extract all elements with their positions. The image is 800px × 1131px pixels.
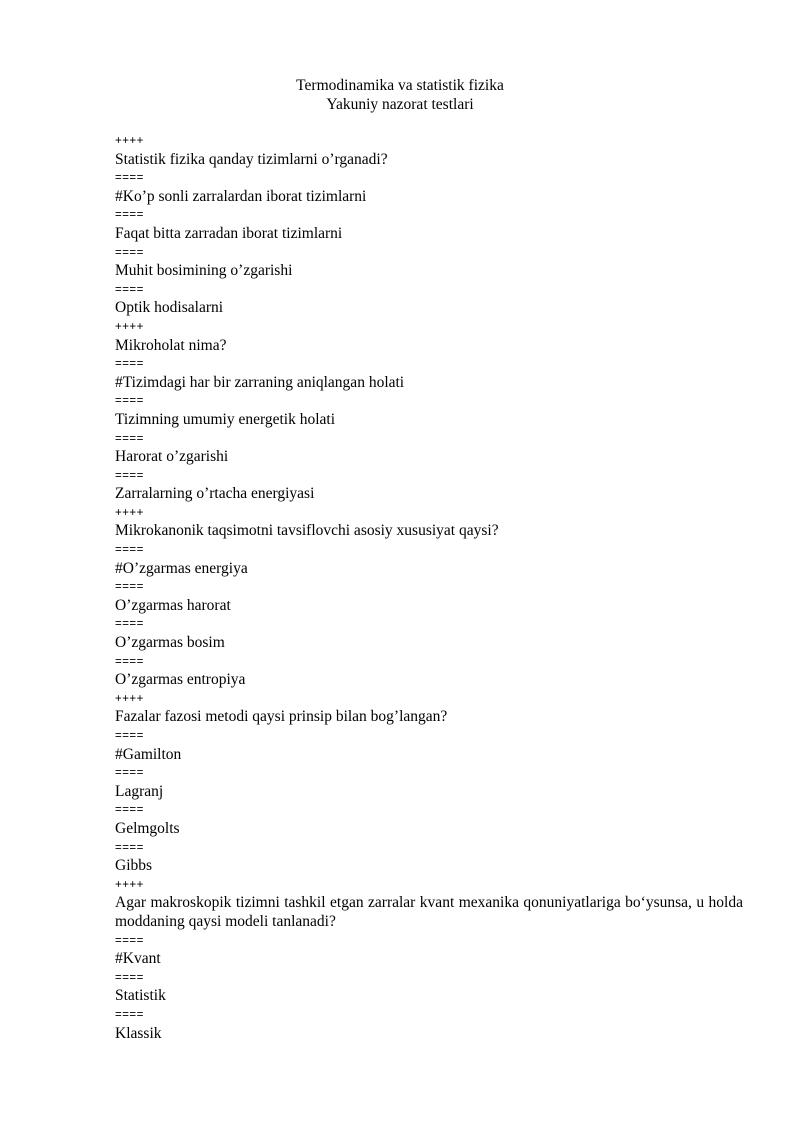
test-list [115, 132, 743, 1043]
answer-marker: ==== [115, 283, 144, 296]
answer-marker: ==== [115, 172, 144, 185]
answer-marker: ==== [115, 358, 144, 371]
answer-option: Muhit bosimining o’zgarishi [115, 262, 293, 280]
answer-marker: ==== [115, 841, 144, 854]
answer-option: O’zgarmas bosim [115, 634, 225, 652]
answer-option: Gibbs [115, 857, 153, 875]
answer-option: Zarralarning o’rtacha energiyasi [115, 485, 315, 503]
answer-marker: ==== [115, 1008, 144, 1021]
answer-option: #O’zgarmas energiya [115, 559, 248, 577]
question-marker: ++++ [115, 135, 144, 147]
answer-option: Lagranj [115, 782, 164, 800]
answer-marker: ==== [115, 209, 144, 222]
answer-marker: ==== [115, 655, 144, 668]
question-marker: ++++ [115, 692, 144, 705]
answer-marker: ==== [115, 432, 144, 445]
answer-option: Harorat o’zgarishi [115, 448, 229, 466]
document-subtitle: Yakuniy nazorat testlari [326, 96, 474, 113]
answer-marker: ==== [115, 730, 144, 742]
answer-marker: ==== [115, 767, 144, 780]
answer-option: Statistik [115, 987, 166, 1005]
answer-option: Gelmgolts [115, 819, 180, 837]
question-text: Agar makroskopik tizimni tashkil etgan zarralar kvant mexanika qonuniyatlariga bo‘ysunsa, u holda moddaning qaysi modeli tanlanadi? [115, 894, 743, 930]
answer-option: #Gamilton [115, 745, 182, 763]
question-marker: ++++ [115, 320, 144, 333]
answer-option: #Tizimdagi har bir zarraning aniqlangan holati [115, 373, 405, 391]
answer-marker: ==== [115, 246, 144, 259]
answer-marker: ==== [115, 934, 144, 947]
answer-marker: ==== [115, 618, 144, 631]
answer-option: Tizimning umumiy energetik holati [115, 410, 336, 428]
answer-marker: ==== [115, 395, 144, 408]
answer-option: Faqat bitta zarradan iborat tizimlarni [115, 224, 343, 242]
answer-option: #Kvant [115, 950, 161, 968]
answer-marker: ==== [115, 804, 144, 817]
answer-marker: ==== [115, 469, 144, 482]
question-text: Mikrokanonik taqsimotni tavsiflovchi asosiy xususiyat qaysi? [115, 522, 499, 540]
question-text: Fazalar fazosi metodi qaysi prinsip bilan bog’langan? [115, 708, 448, 726]
document-title: Termodinamika va statistik fizika [296, 77, 504, 94]
answer-marker: ==== [115, 581, 144, 594]
question-text: Mikroholat nima? [115, 336, 227, 354]
answer-option: Klassik [115, 1024, 162, 1042]
question-text: Statistik fizika qanday tizimlarni o’rganadi? [115, 150, 388, 168]
answer-marker: ==== [115, 971, 144, 984]
answer-option: Optik hodisalarni [115, 299, 224, 317]
answer-marker: ==== [115, 544, 144, 557]
question-marker: ++++ [115, 878, 144, 891]
answer-option: O’zgarmas entropiya [115, 671, 246, 689]
answer-option: #Ko’p sonli zarralardan iborat tizimlarni [115, 187, 367, 205]
document-header [0, 76, 800, 114]
answer-option: O’zgarmas harorat [115, 596, 231, 614]
question-marker: ++++ [115, 506, 144, 519]
